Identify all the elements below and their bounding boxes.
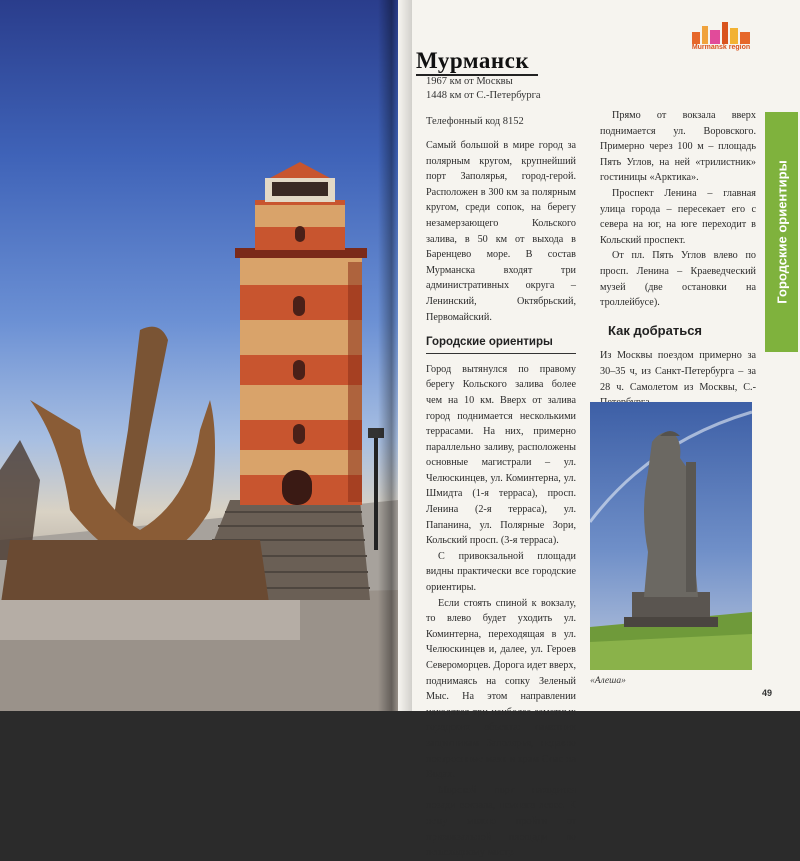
intro-paragraph: Самый большой в мире город за полярным кругом, крупнейший порт Заполярья, город-герой. Расположен в 300 км за полярным кругом, среди сопок, на берегу незамерзающего Кольского залива, в 50 км от выхода в Баренцево море. В состав Мурманска входят три административных округа – Ленинский, Октябрьский, Первомайский. [426, 140, 576, 323]
right-paragraph-3: От пл. Пять Углов влево по просп. Ленина – Краеведческий музей (две остановки на троллейбусе). [600, 250, 756, 309]
page-number: 49 [762, 688, 773, 698]
region-label: Murmansk region [691, 44, 751, 51]
alyosha-statue-image [590, 402, 752, 670]
city-title: Мурманск [416, 48, 530, 73]
lighthouse-photo [0, 0, 398, 711]
phone-code: Телефонный код 8152 [426, 116, 524, 127]
landmarks-paragraph-1: Город вытянулся по правому берегу Кольского залива более чем на 10 км. Вверх от залива город поднимается несколькими террасами. На них, примерно параллельно заливу, расположены основные магистрали – ул. Челюскинцев, ул. Коминтерна, ул. Шмидта (1-я терраса), просп. Ленина (2-я терраса), ул. Папанина, ул. Полярные Зори, Кольский просп. (3-я терраса). [426, 363, 576, 547]
distance-spb: 1448 км от С.-Петербурга [426, 90, 541, 101]
landmarks-paragraph-3: Если стоять спиной к вокзалу, то влево будет уходить ул. Коминтерна, переходящая в ул. Челюскинцев и, далее, ул. Героев Североморцев. Дорога идет вверх, поднимаясь на сопку Зеленый Мыс. На этом направлении находятся три наиболее заметных городских объекта: памятник защитникам Заполярья, недавно построенные маяк и храм Спас на Водах. [426, 597, 576, 781]
right-paragraph-1: Прямо от вокзала вверх поднимается ул. Воровского. Примерно через 100 м – площадь Пять Углов, на ней «трилистник» гостиницы «Арктика». [600, 110, 756, 184]
landmarks-paragraph-4: Морской порт находится позади вокзала, немного левее. К нему можно пройти от привокзальной площади по пешеходному мосту. [426, 784, 576, 859]
statue-photo [590, 402, 752, 670]
right-paragraph-2: Проспект Ленина – главная улица города – пересекает его с севера на юг, на юге переходит в Кольский проспект. [600, 187, 756, 246]
side-tab-label: Городские ориентиры [774, 160, 789, 304]
statue-caption: «Алеша» [590, 676, 626, 686]
region-logo [686, 18, 756, 52]
skyline-icon [690, 20, 752, 44]
book-gutter [378, 0, 412, 711]
landmarks-heading: Городские ориентиры [426, 335, 576, 354]
text-page [398, 0, 800, 859]
how-to-get-paragraph: Из Москвы поездом примерно за 30–35 ч, из Санкт-Петербурга – за 28 ч. Самолетом из Москвы, С.- [600, 350, 756, 393]
landmarks-paragraph-2: С привокзальной площади видны практически все городские ориентиры. [426, 550, 576, 594]
left-text-column [426, 138, 576, 861]
lighthouse [235, 162, 367, 505]
lighthouse-scene [0, 0, 398, 711]
distance-moscow: 1967 км от Москвы [426, 76, 513, 87]
section-side-tab [765, 112, 798, 352]
how-to-get-heading: Как добраться [608, 322, 703, 338]
